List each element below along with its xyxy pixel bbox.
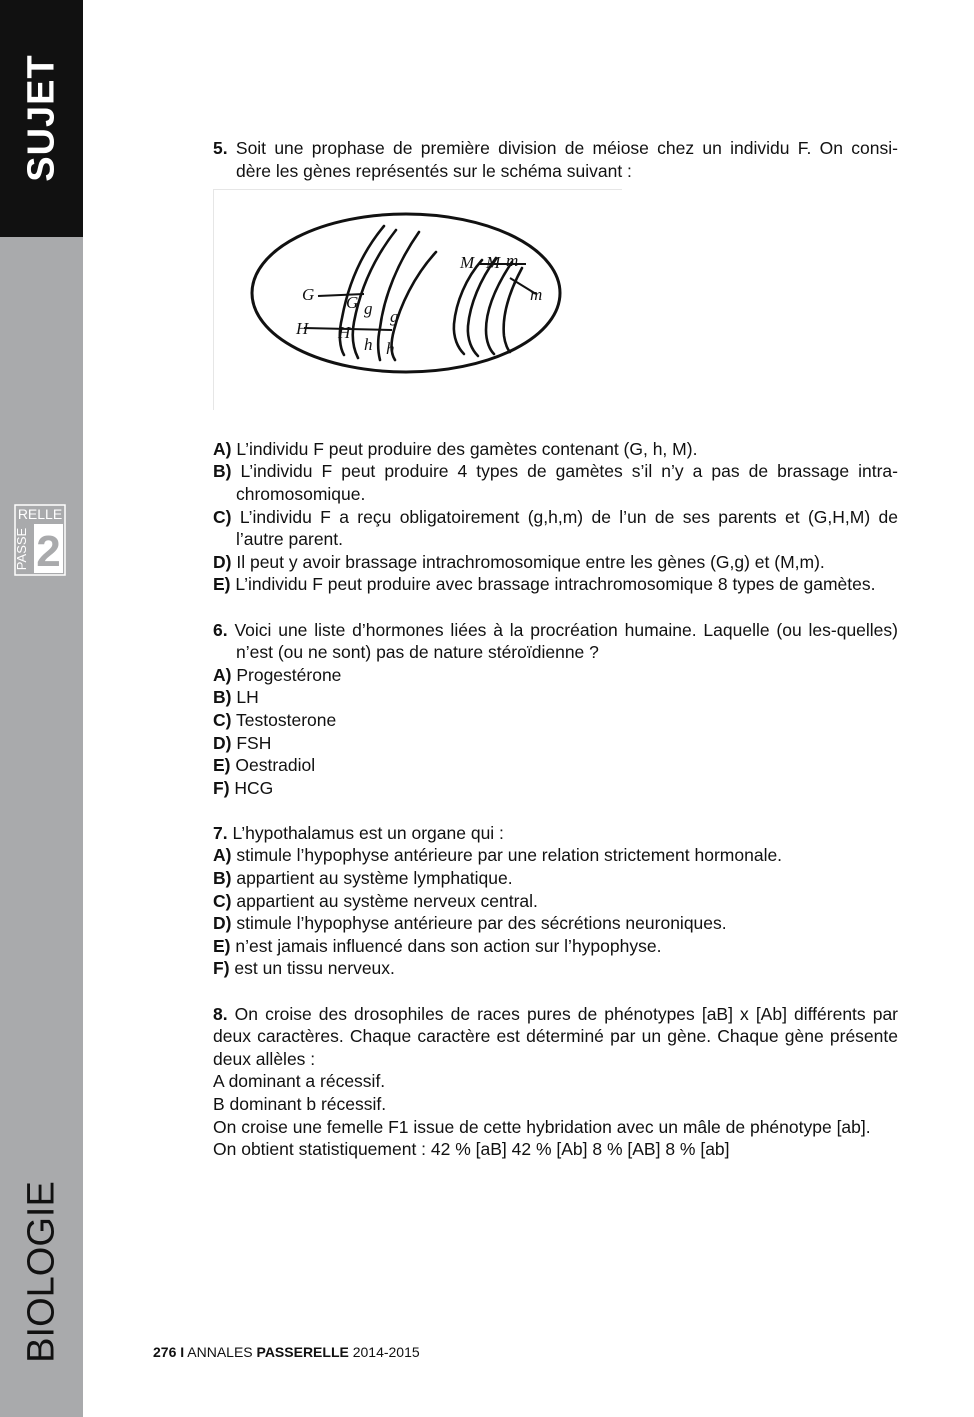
sidebar-section-block: [0, 0, 83, 237]
allele-label-G: G: [302, 285, 315, 305]
q7-number: 7.: [213, 822, 228, 843]
chromosome-pair-right: [454, 258, 522, 356]
q8-allele-b: B dominant b récessif.: [213, 1094, 387, 1114]
q5-stem-line2: dère les gènes représentés sur le schéma suivant :: [236, 160, 632, 181]
q6-option-a: A) Progestérone: [213, 664, 342, 685]
cell-outline: [252, 214, 560, 372]
allele-label-M: M: [486, 253, 501, 273]
page-content: [213, 137, 898, 1161]
q8-number: 8.: [213, 1003, 228, 1024]
q7-option-c: C) appartient au système nerveux central.: [213, 890, 538, 911]
allele-label-G: G: [346, 293, 359, 313]
q5-option-b: B) L’individu F peut produire 4 types de gamètes s’il n’y a pas de brassage intra-chromosomique.: [213, 461, 898, 504]
q6-option-d: D) FSH: [213, 732, 272, 753]
logo-word-passe: PASSE: [14, 527, 29, 571]
q7-option-b: B) appartient au système lymphatique.: [213, 868, 513, 889]
allele-label-h: h: [386, 339, 395, 359]
q7-option-d: D) stimule l’hypophyse antérieure par des sécrétions neuroniques.: [213, 913, 727, 934]
q8-stem: 8. On croise des drosophiles de races pures de phénotypes [aB] x [Ab] différents par deux caractères. Chaque caractère est déterminé par un gène. Chaque gène présente deux allèles :: [213, 1003, 898, 1069]
allele-label-g: g: [390, 307, 399, 327]
q7-option-f: F) est un tissu nerveux.: [213, 958, 395, 979]
allele-label-M: M: [460, 253, 475, 273]
q8-allele-a: A dominant a récessif.: [213, 1071, 386, 1092]
q6-option-c: C) Testosterone: [213, 709, 337, 730]
q7-option-a: A) stimule l’hypophyse antérieure par une relation strictement hormonale.: [213, 845, 783, 866]
q5-number: 5.: [213, 138, 228, 158]
logo-word-relle: RELLE: [17, 506, 63, 522]
q6-option-f: F) HCG: [213, 777, 274, 798]
q5-option-e: E) L’individu F peut produire avec brassage intrachromosomique 8 types de gamètes.: [213, 574, 876, 595]
allele-label-m: m: [530, 285, 543, 305]
q6-stem: 6. Voici une liste d’hormones liées à la procréation humaine. Laquelle (ou les-quelles) n’est (ou ne sont) pas de nature stéroïdienne ?: [213, 619, 898, 663]
q5-option-c: C) L’individu F a reçu obligatoirement (g,h,m) de l’un de ses parents et (G,H,M) de l’autre parent.: [213, 506, 898, 550]
footer-years: 2014-2015: [352, 1344, 420, 1360]
subject-label: BIOLOGIE: [20, 1181, 63, 1363]
q5-option-d: D) Il peut y avoir brassage intrachromosomique entre les gènes (G,g) et (M,m).: [213, 551, 825, 572]
allele-label-m: m: [506, 251, 519, 271]
section-label: SUJET: [20, 54, 63, 182]
q7-stem: 7. L’hypothalamus est un organe qui :: [213, 822, 504, 843]
sidebar: [0, 0, 83, 1417]
footer-separator: I: [180, 1344, 185, 1360]
q5-stem-line1: 5. Soit une prophase de première division de méiose chez un individu F. On consi-: [213, 138, 898, 158]
footer-brand: PASSERELLE: [256, 1344, 349, 1360]
footer-annales: ANNALES: [187, 1344, 253, 1360]
q6-number: 6.: [213, 619, 228, 640]
allele-label-H: H: [338, 323, 351, 343]
q5-option-a: A) L’individu F peut produire des gamètes contenant (G, h, M).: [213, 438, 698, 459]
allele-label-H: H: [296, 319, 309, 339]
q8-result: On obtient statistiquement : 42 % [aB] 42 % [Ab] 8 % [AB] 8 % [ab]: [213, 1139, 730, 1160]
page-footer: [153, 1344, 420, 1360]
q8-cross: On croise une femelle F1 issue de cette hybridation avec un mâle de phénotype [ab].: [213, 1116, 871, 1137]
allele-label-h: h: [364, 335, 373, 355]
allele-label-g: g: [364, 299, 373, 319]
q7-option-e: E) n’est jamais influencé dans son action sur l’hypophyse.: [213, 935, 662, 956]
logo-number: 2: [36, 527, 61, 576]
passerelle-2-logo: [14, 504, 66, 576]
page-number: 276: [153, 1344, 177, 1360]
meiosis-chromosome-diagram: [213, 189, 622, 410]
q6-option-b: B) LH: [213, 687, 259, 708]
q6-option-e: E) Oestradiol: [213, 755, 316, 776]
